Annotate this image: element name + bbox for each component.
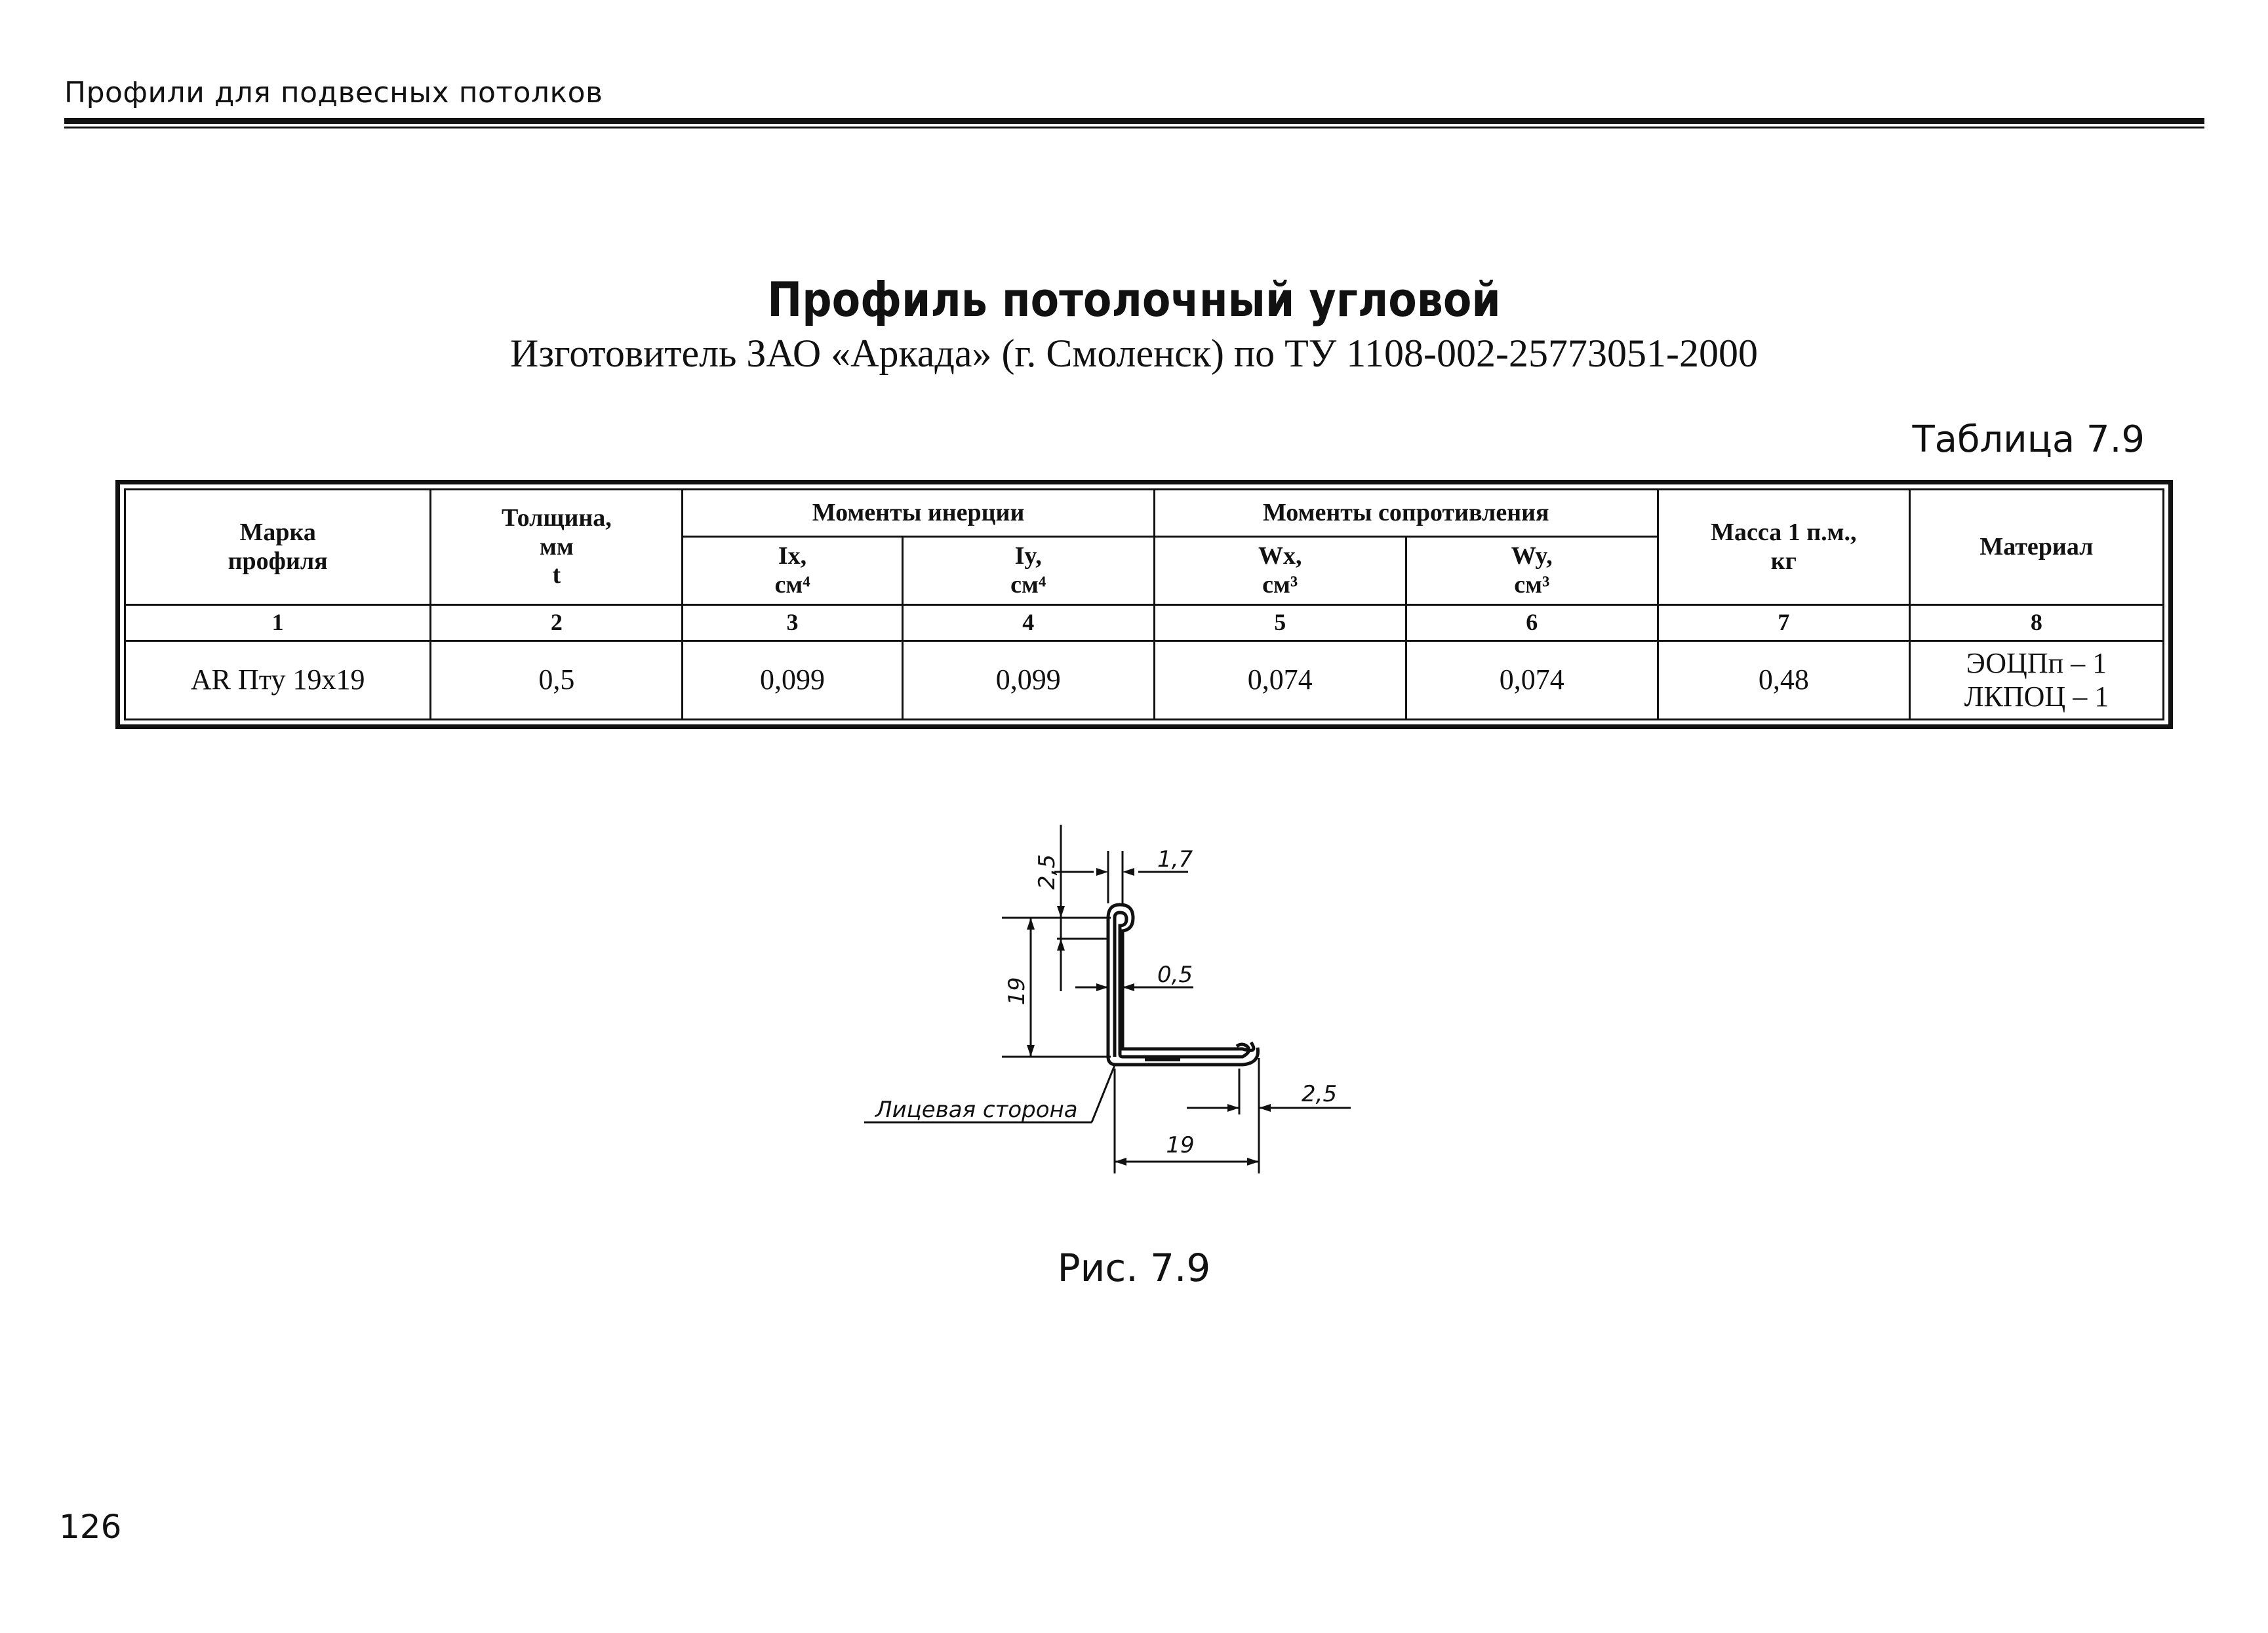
header-resistance-group: Моменты сопротивления [1154, 490, 1658, 537]
dim-top-width: 1,7 [1157, 846, 1193, 873]
header-wy: Wy, см³ [1406, 537, 1658, 605]
header-material: Материал [1909, 490, 2163, 605]
cell-mass: 0,48 [1658, 641, 1909, 720]
running-head: Профили для подвесных потолков [64, 76, 603, 109]
face-side-label: Лицевая сторона [875, 1097, 1078, 1123]
dim-right: 2,5 [1302, 1081, 1338, 1107]
header-mass: Масса 1 п.м., кг [1658, 490, 1909, 605]
dim-width: 19 [1166, 1132, 1195, 1158]
column-number: 2 [431, 605, 683, 641]
page-number: 126 [59, 1508, 122, 1546]
cell-material: ЭОЦПп – 1 ЛКПОЦ – 1 [1909, 641, 2163, 720]
column-number: 8 [1909, 605, 2163, 641]
dim-top-height: 2,5 [1034, 854, 1060, 890]
table-caption: Таблица 7.9 [1912, 418, 2145, 461]
header-mark: Марка профиля [125, 490, 431, 605]
column-number: 6 [1406, 605, 1658, 641]
cell-wx: 0,074 [1154, 641, 1406, 720]
header-inertia-group: Моменты инерции [683, 490, 1154, 537]
header-ix: Ix, см⁴ [683, 537, 902, 605]
cell-wy: 0,074 [1406, 641, 1658, 720]
column-number: 3 [683, 605, 902, 641]
cell-ix: 0,099 [683, 641, 902, 720]
header-thickness: Толщина, мм t [431, 490, 683, 605]
page-title: Профиль потолочный угловой [767, 272, 1501, 327]
column-number: 7 [1658, 605, 1909, 641]
cell-iy: 0,099 [902, 641, 1154, 720]
dim-height: 19 [1004, 977, 1030, 1006]
header-iy: Iy, см⁴ [902, 537, 1154, 605]
cell-mark: AR Пту 19х19 [125, 641, 431, 720]
dim-thickness: 0,5 [1157, 962, 1193, 988]
header-wx: Wx, см³ [1154, 537, 1406, 605]
column-number: 4 [902, 605, 1154, 641]
column-number: 1 [125, 605, 431, 641]
column-number: 5 [1154, 605, 1406, 641]
figure-caption: Рис. 7.9 [1057, 1246, 1211, 1290]
page-subtitle: Изготовитель ЗАО «Аркада» (г. Смоленск) по ТУ 1108-002-25773051-2000 [510, 332, 1758, 375]
cell-thickness: 0,5 [431, 641, 683, 720]
